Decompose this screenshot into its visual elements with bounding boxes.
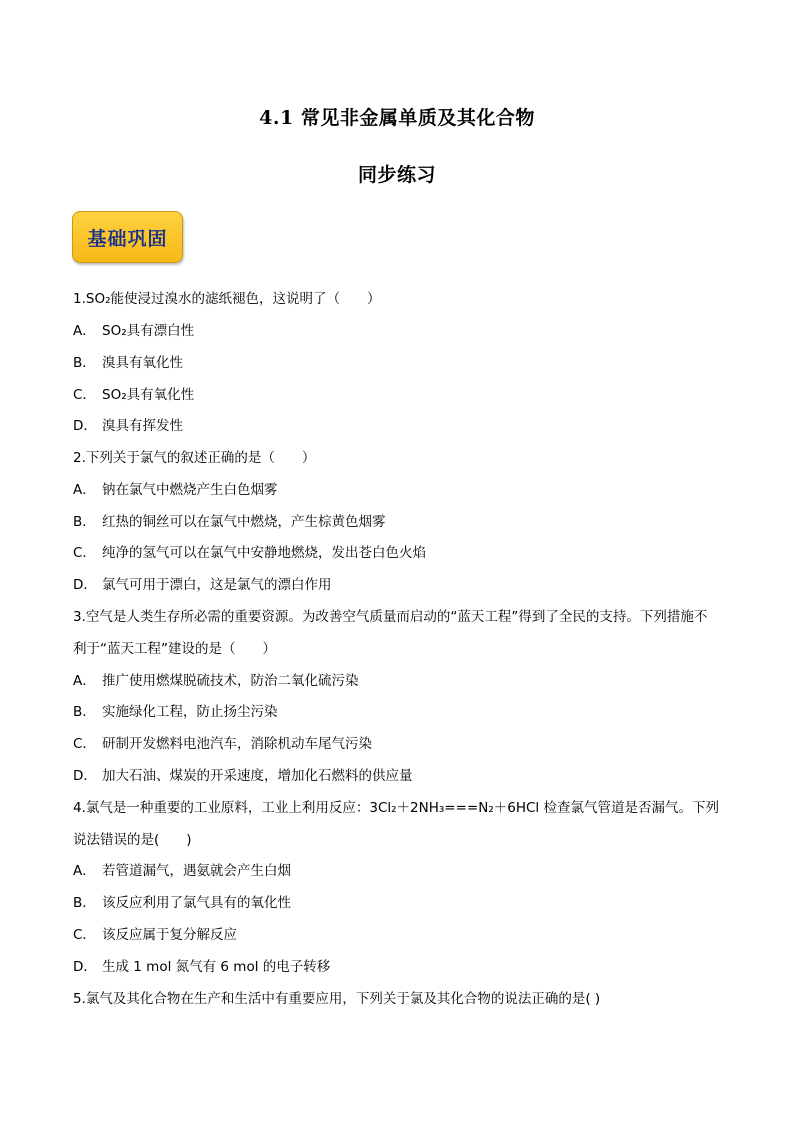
question-2-stem: 2.下列关于氯气的叙述正确的是（ ） <box>73 450 316 466</box>
question-4-stem-line-2: 说法错误的是( ) <box>73 832 192 848</box>
option-text: SO₂具有漂白性 <box>102 323 195 339</box>
option-text: 红热的铜丝可以在氯气中燃烧，产生棕黄色烟雾 <box>102 514 386 530</box>
option-text: 溴具有氧化性 <box>102 355 183 371</box>
question-4-option-d <box>73 957 330 977</box>
question-2-option-c <box>73 543 426 563</box>
option-text: 该反应利用了氯气具有的氧化性 <box>102 895 291 911</box>
option-label: B． <box>73 895 96 911</box>
question-2-option-b <box>73 512 386 532</box>
question-3-stem-line-1: 3.空气是人类生存所必需的重要资源。为改善空气质量而启动的“蓝天工程”得到了全民的支持。下列措施不 <box>73 609 708 625</box>
question-4-stem-line-1: 4.氯气是一种重要的工业原料，工业上利用反应：3Cl₂＋2NH₃===N₂＋6HCl 检查氯气管道是否漏气。下列 <box>73 800 719 816</box>
option-text: 若管道漏气，遇氨就会产生白烟 <box>102 863 291 879</box>
option-text: 钠在氯气中燃烧产生白色烟雾 <box>102 482 278 498</box>
option-text: 实施绿化工程，防止扬尘污染 <box>102 704 278 720</box>
question-3-option-d <box>73 766 413 786</box>
question-1-option-d <box>73 416 183 436</box>
question-3-option-a <box>73 671 359 691</box>
section-badge <box>72 211 183 263</box>
question-3-option-b <box>73 702 278 722</box>
question-4-option-b <box>73 893 291 913</box>
option-text: 纯净的氢气可以在氯气中安静地燃烧，发出苍白色火焰 <box>102 545 426 561</box>
option-label: A． <box>73 323 96 339</box>
option-text: SO₂具有氧化性 <box>102 387 195 403</box>
option-label: A． <box>73 863 96 879</box>
option-label: B． <box>73 355 96 371</box>
option-label: D． <box>73 959 97 975</box>
option-text: 加大石油、煤炭的开采速度，增加化石燃料的供应量 <box>102 768 413 784</box>
option-label: A． <box>73 673 96 689</box>
option-text: 氯气可用于漂白，这是氯气的漂白作用 <box>102 577 332 593</box>
option-label: D． <box>73 768 97 784</box>
option-text: 溴具有挥发性 <box>102 418 183 434</box>
option-label: B． <box>73 514 96 530</box>
option-label: C． <box>73 736 96 752</box>
question-4-option-c <box>73 925 237 945</box>
question-3-stem-line-2: 利于“蓝天工程”建设的是（ ） <box>73 641 276 657</box>
option-text: 推广使用燃煤脱硫技术，防治二氧化硫污染 <box>102 673 359 689</box>
option-label: C． <box>73 545 96 561</box>
option-label: C． <box>73 927 96 943</box>
option-text: 该反应属于复分解反应 <box>102 927 237 943</box>
question-5-stem: 5.氯气及其化合物在生产和生活中有重要应用，下列关于氯及其化合物的说法正确的是( ) <box>73 991 601 1007</box>
option-label: D． <box>73 577 97 593</box>
document-subtitle: 同步练习 <box>357 164 436 186</box>
question-1-option-c <box>73 385 194 405</box>
section-badge-label: 基础巩固 <box>87 227 168 250</box>
question-1-option-a <box>73 321 194 341</box>
question-4-option-a <box>73 861 291 881</box>
option-label: D． <box>73 418 97 434</box>
question-3-option-c <box>73 734 372 754</box>
option-text: 生成 1 mol 氮气有 6 mol 的电子转移 <box>102 959 331 975</box>
question-2-option-d <box>73 575 332 595</box>
option-label: C． <box>73 387 96 403</box>
option-label: B． <box>73 704 96 720</box>
document-title: 4.1 常见非金属单质及其化合物 <box>259 107 535 129</box>
option-text: 研制开发燃料电池汽车，消除机动车尾气污染 <box>102 736 372 752</box>
question-2-option-a <box>73 480 278 500</box>
question-1-stem: 1.SO₂能使浸过溴水的滤纸褪色，这说明了（ ） <box>73 291 381 307</box>
option-label: A． <box>73 482 96 498</box>
question-1-option-b <box>73 353 183 373</box>
